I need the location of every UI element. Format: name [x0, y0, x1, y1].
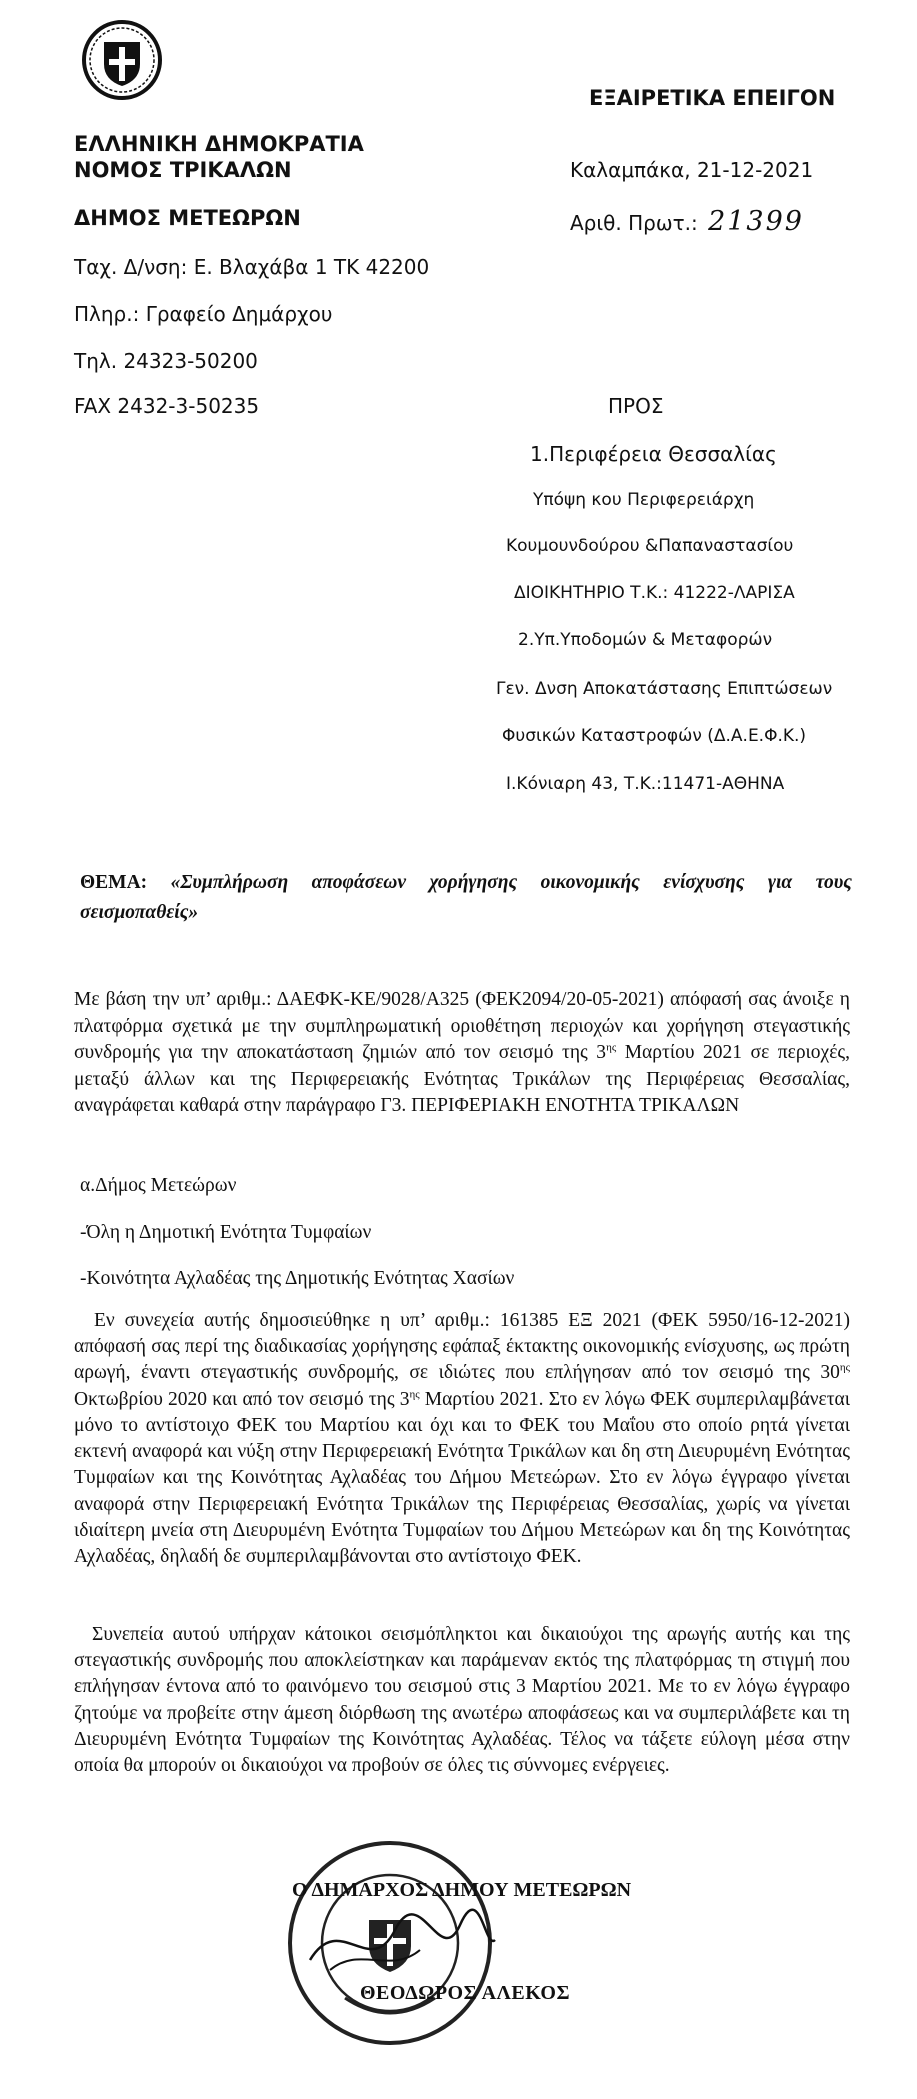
list-item-municipality: α.Δήμος Μετεώρων	[80, 1175, 237, 1196]
fax-number: FAX 2432-3-50235	[74, 394, 260, 418]
place-date: Καλαμπάκα, 21-12-2021	[570, 158, 814, 182]
postal-address: Ταχ. Δ/νση: Ε. Βλαχάβα 1 ΤΚ 42200	[74, 255, 430, 279]
recipient-line: Υπόψη κου Περιφερειάρχη	[533, 490, 755, 510]
list-item-achladea: -Κοινότητα Αχλαδέας της Δημοτικής Ενότητας Χασίων	[80, 1268, 515, 1289]
paragraph-1-text-b: Μαρτίου 2021 σε περιοχές, μεταξύ άλλων και της Περιφερειακής Ενότητας Τρικάλων της Περιφέρειας Θεσσαλίας, αναγράφεται καθαρά στην παράγραφο Γ3. ΠΕΡΙΦΕΡΙΑΚΗ ΕΝΟΤΗΤΑ ΤΡΙΚΑΛΩΝ	[74, 1042, 850, 1117]
mayor-title: Ο ΔΗΜΑΡΧΟΣ ΔΗΜΟΥ ΜΕΤΕΩΡΩΝ	[292, 1879, 632, 1901]
ordinal-suffix: ης	[839, 1361, 850, 1374]
recipient-line: ΔΙΟΙΚΗΤΗΡΙΟ Τ.Κ.: 41222-ΛΑΡΙΣΑ	[514, 583, 795, 603]
paragraph-1-text-a: Με βάση την υπ’ αριθμ.: ΔΑΕΦΚ-ΚΕ/9028/Α325 (ΦΕΚ2094/20-05-2021) απόφασή σας άνοιξε η πλατφόρμα σχετικά με την συμπληρωματική οριοθέτηση περιοχών και χορήγηση στεγαστικής συνδρομής για την αποκατάσταση ζημιών από τον σεισμό της 3	[74, 989, 850, 1064]
protocol-label: Αριθ. Πρωτ.:	[570, 211, 698, 235]
paragraph-3	[74, 1622, 850, 1779]
protocol-row	[570, 206, 804, 237]
recipient-line: Κουμουνδούρου &Παπαναστασίου	[506, 536, 794, 556]
subject-text-line2: σεισμοπαθείς»	[80, 902, 199, 924]
recipient-line: Ι.Κόνιαρη 43, Τ.Κ.:11471-ΑΘΗΝΑ	[506, 774, 785, 794]
recipient-line: 2.Υπ.Υποδομών & Μεταφορών	[518, 630, 773, 650]
republic-title: ΕΛΛΗΝΙΚΗ ΔΗΜΟΚΡΑΤΙΑ	[74, 132, 364, 156]
paragraph-2-text-c: Μαρτίου 2021. Στο εν λόγω ΦΕΚ συμπεριλαμβάνεται μόνο το αντίστοιχο ΦΕΚ του Μαρτίου και όχι και το ΦΕΚ του Μαΐου στο οποίο ρητά γίνεται εκτενή αναφορά και νύξη στην Περιφερειακή Ενότητα Τρικάλων και δη στη Διευρυμένη Ενότητας Τυμφαίων και της Κοινότητας Αχλαδέας του Δήμου Μετεώρων. Στο εν λόγω έγγραφο γίνεται αναφορά στην Περιφερειακή Ενότητα Τρικάλων της Περιφέρειας Θεσσαλίας, χωρίς να γίνεται ιδιαίτερη μνεία στη Διευρυμένη Ενότητα Τυμφαίων του Δήμου Μετεώρων και δη της Κοινότητας Αχλαδέας, δηλαδή δε συμπεριλαμβάνονται στο αντίστοιχο ΦΕΚ.	[74, 1388, 850, 1567]
paragraph-2-text-b: Οκτωβρίου 2020 και από τον σεισμό της 3	[74, 1388, 410, 1410]
phone-number: Τηλ. 24323-50200	[74, 349, 258, 373]
prefecture-title: ΝΟΜΟΣ ΤΡΙΚΑΛΩΝ	[74, 158, 292, 182]
ordinal-suffix: ης	[409, 1388, 420, 1401]
greek-emblem-icon	[82, 20, 162, 100]
paragraph-2	[74, 1308, 850, 1570]
subject-label: ΘΕΜΑ:	[80, 872, 148, 893]
municipality-title: ΔΗΜΟΣ ΜΕΤΕΩΡΩΝ	[74, 206, 301, 230]
recipient-line: Γεν. Δνση Αποκατάστασης Επιπτώσεων	[496, 679, 833, 699]
recipient-line: 1.Περιφέρεια Θεσσαλίας	[530, 442, 777, 466]
ordinal-suffix: ης	[606, 1041, 617, 1054]
urgency-label: ΕΞΑΙΡΕΤΙΚΑ ΕΠΕΙΓΟΝ	[589, 86, 836, 110]
subject-text-line1: «Συμπλήρωση αποφάσεων χορήγησης οικονομικής ενίσχυσης για τους	[170, 872, 852, 893]
paragraph-1	[74, 987, 850, 1120]
list-item-tymfaion: -Όλη η Δημοτική Ενότητα Τυμφαίων	[80, 1222, 372, 1243]
to-label: ΠΡΟΣ	[608, 394, 664, 418]
mayor-name: ΘΕΟΔΩΡΟΣ ΑΛΕΚΟΣ	[360, 1982, 571, 2004]
paragraph-2-text-a: Εν συνεχεία αυτής δημοσιεύθηκε η υπ’ αριθμ.: 161385 ΕΞ 2021 (ΦΕΚ 5950/16-12-2021) απόφασή σας περί της διαδικασίας χορήγησης εφάπαξ έκτακτης οικονομικής ενίσχυσης, ως πρώτη αρωγή, έναντι στεγαστικής συνδρομής, σε ιδιώτες που επλήγησαν από τον σεισμό της 30	[74, 1310, 850, 1384]
subject	[80, 868, 852, 928]
recipient-line: Φυσικών Καταστροφών (Δ.Α.Ε.Φ.Κ.)	[502, 726, 807, 746]
paragraph-3-text: Συνεπεία αυτού υπήρχαν κάτοικοι σεισμόπληκτοι και δικαιούχοι της αρωγής αυτής και της στεγαστικής συνδρομής που αποκλείστηκαν και παράμεναν εκτός της πλατφόρμας τη στιγμή που επλήγησαν έντονα από το φαινόμενο του σεισμού στις 3 Μαρτίου 2021. Με το εν λόγω έγγραφο ζητούμε να προβείτε στην άμεση διόρθωση της ανωτέρω αποφάσεως και να συμπεριλάβετε και τη Διευρυμένη Ενότητα Τυμφαίων της Κοινότητας Αχλαδέας. Τέλος να τάξετε εύλογη μέσα στην οποία θα μπορούν οι δικαιούχοι να προβούν σε όλες τις σύννομες ενέργειες.	[74, 1624, 850, 1777]
info-contact: Πληρ.: Γραφείο Δημάρχου	[74, 302, 333, 326]
protocol-number: 21399	[708, 206, 804, 237]
handwritten-signature	[300, 1900, 500, 1990]
